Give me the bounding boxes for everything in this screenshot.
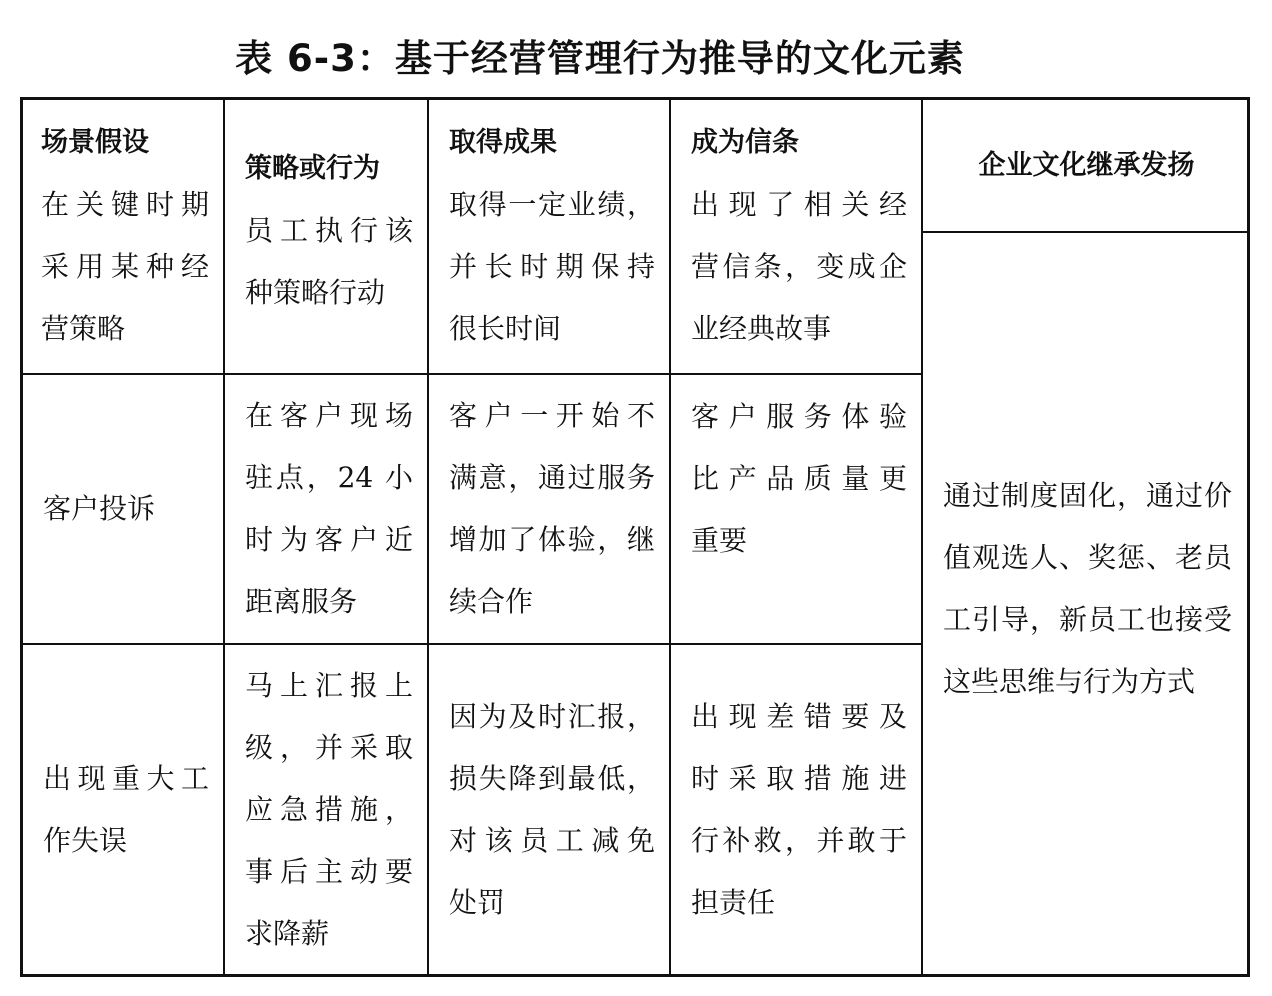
header-scenario-cell	[23, 112, 223, 372]
header-scenario-title: 场景假设	[41, 127, 149, 158]
header-belief-cell	[671, 112, 921, 372]
header-scenario-line: 营策略	[41, 312, 126, 345]
row2-strategy-line: 级，并采取	[245, 730, 413, 764]
header-scenario-line: 采用某种经	[41, 250, 209, 283]
header-result-cell	[429, 112, 669, 372]
row2-strategy-cell	[225, 645, 427, 974]
legacy-body-cell	[923, 233, 1250, 974]
row2-belief-cell	[671, 645, 921, 974]
row1-strategy-line: 时为客户近	[245, 523, 413, 556]
row2-strategy-line: 事后主动要	[245, 854, 413, 888]
header-result-line: 很长时间	[449, 312, 562, 345]
header-legacy-title: 企业文化继承发扬	[978, 150, 1195, 181]
row1-scenario-cell	[23, 375, 223, 643]
row1-result-line: 客户一开始不	[449, 399, 655, 432]
header-scenario-line: 在关键时期	[41, 188, 209, 221]
legacy-body-line: 通过制度固化，通过价	[943, 478, 1232, 512]
header-result-line: 并长时期保持	[449, 250, 655, 283]
row1-belief-cell	[671, 375, 921, 643]
row2-scenario-cell	[23, 645, 223, 974]
row1-strategy-line: 在客户现场	[245, 399, 413, 432]
row2-scenario-line: 出现重大工	[43, 761, 209, 795]
legacy-body-line: 工引导，新员工也接受	[943, 602, 1232, 636]
row2-strategy-line: 求降薪	[245, 916, 330, 950]
row1-strategy-line: 距离服务	[245, 585, 358, 618]
table-title: 表 6-3：基于经营管理行为推导的文化元素	[235, 37, 965, 80]
row2-belief-line: 行补救，并敢于	[691, 823, 907, 857]
row1-strategy-cell	[225, 375, 427, 643]
row1-result-line: 满意，通过服务	[449, 461, 655, 494]
row1-result-line: 续合作	[449, 585, 534, 618]
row1-belief-line: 重要	[691, 524, 748, 557]
row2-result-cell	[429, 645, 669, 974]
row2-strategy-line: 马上汇报上	[245, 668, 413, 702]
header-strategy-line: 员工执行该	[245, 213, 413, 247]
header-belief-title: 成为信条	[691, 127, 799, 158]
row2-result-line: 对该员工减免	[449, 823, 655, 857]
header-result-line: 取得一定业绩，	[449, 188, 655, 221]
row2-belief-line: 担责任	[691, 885, 776, 919]
header-belief-line: 业经典故事	[691, 312, 832, 345]
row1-scenario-line: 客户投诉	[43, 492, 156, 525]
row2-belief-line: 出现差错要及	[691, 699, 907, 733]
header-strategy-cell	[225, 100, 427, 373]
row2-strategy-line: 应急措施，	[245, 792, 413, 826]
row2-result-line: 处罚	[449, 885, 506, 919]
row2-belief-line: 时采取措施进	[691, 761, 907, 795]
header-strategy-title: 策略或行为	[245, 152, 380, 184]
row2-scenario-line: 作失误	[43, 823, 128, 857]
legacy-body-line: 这些思维与行为方式	[943, 664, 1196, 698]
header-result-title: 取得成果	[449, 127, 557, 158]
header-belief-line: 出现了相关经	[691, 188, 907, 221]
header-belief-line: 营信条，变成企	[691, 250, 907, 283]
row1-strategy-line: 驻点，24 小	[245, 461, 413, 494]
header-strategy-line: 种策略行动	[245, 275, 386, 309]
row2-result-line: 损失降到最低，	[449, 761, 655, 795]
culture-elements-table	[20, 97, 1250, 977]
row1-result-line: 增加了体验，继	[449, 523, 655, 556]
row1-belief-line: 比产品质量更	[691, 462, 907, 495]
row1-belief-line: 客户服务体验	[691, 400, 907, 433]
legacy-body-line: 值观选人、奖惩、老员	[943, 540, 1232, 574]
row2-result-line: 因为及时汇报，	[449, 699, 655, 733]
row1-result-cell	[429, 375, 669, 643]
